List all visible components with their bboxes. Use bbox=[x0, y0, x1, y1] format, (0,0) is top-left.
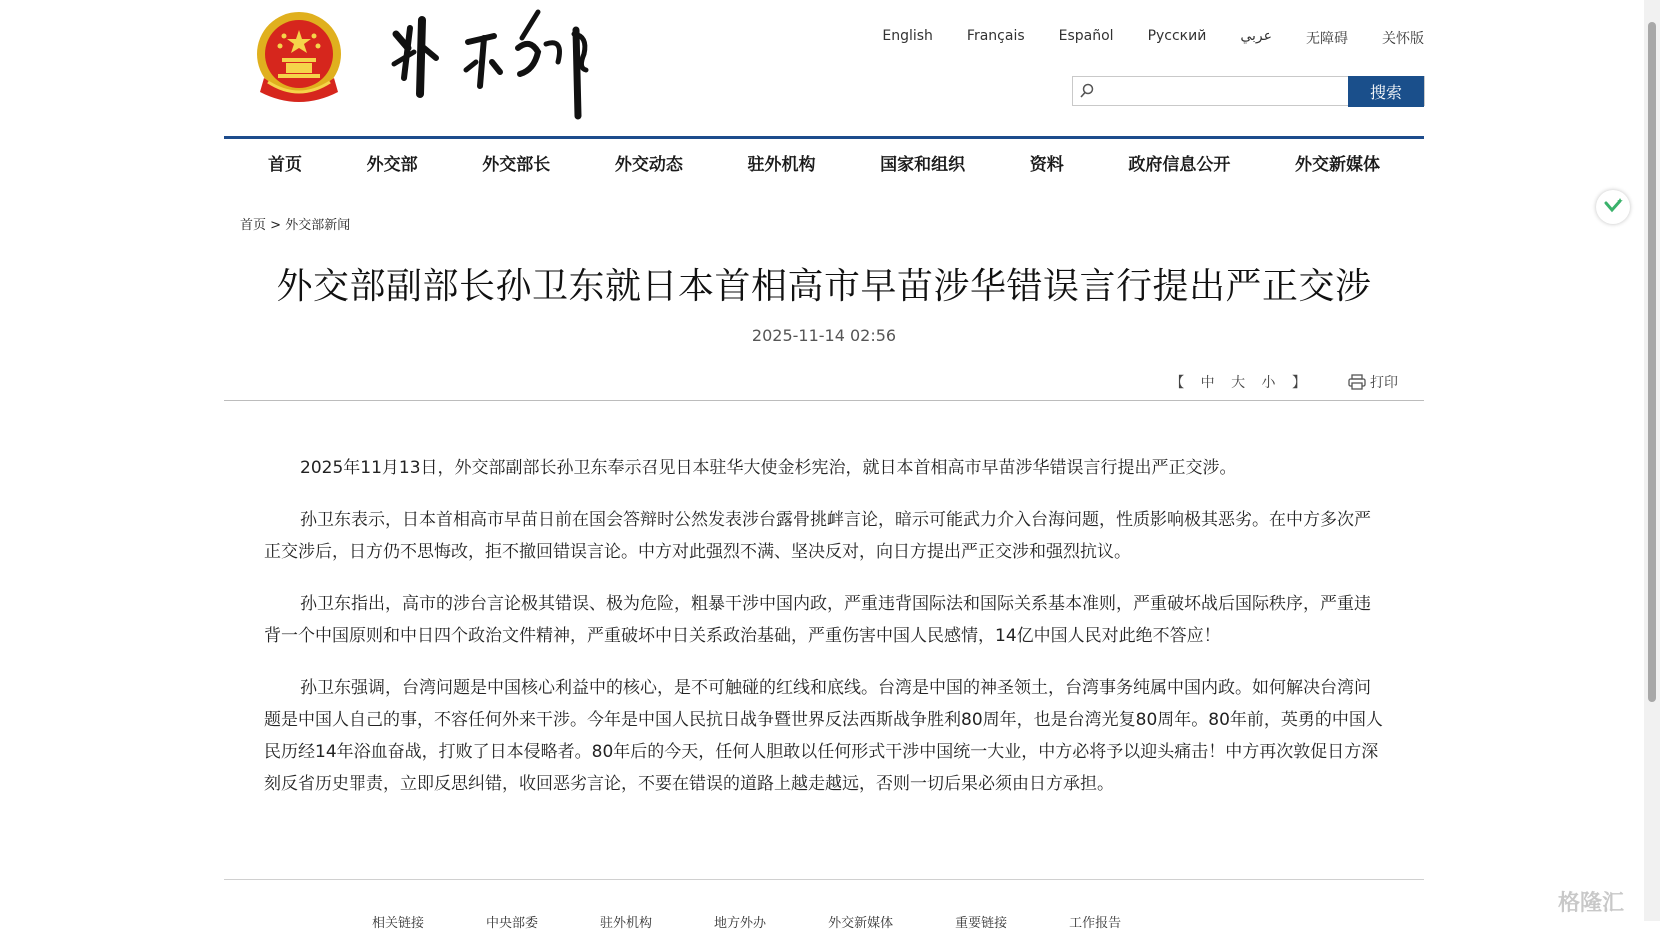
floating-assistant-button[interactable] bbox=[1596, 190, 1630, 224]
article-paragraph: 孙卫东指出，高市的涉台言论极其错误、极为危险，粗暴干涉中国内政，严重违背国际法和国际关系基本准则，严重破坏战后国际秩序，严重违背一个中国原则和中日四个政治文件精神，严重破坏中日关系政治基础，严重伤害中国人民感情，14亿中国人民对此绝不答应！ bbox=[264, 594, 1371, 646]
breadcrumb-separator: > bbox=[270, 218, 282, 233]
lang-french-link[interactable]: Français bbox=[966, 28, 1025, 44]
nav-item-government-information[interactable]: 政府信息公开 bbox=[1128, 155, 1231, 175]
search-icon bbox=[1079, 83, 1095, 99]
font-size-bracket-open: 【 bbox=[1170, 375, 1185, 391]
nav-item-countries-organizations[interactable]: 国家和组织 bbox=[880, 155, 966, 175]
search-button[interactable]: 搜索 bbox=[1348, 76, 1424, 107]
vertical-scrollbar[interactable] bbox=[1644, 0, 1660, 921]
font-size-bracket-close: 】 bbox=[1292, 375, 1306, 391]
footer-link[interactable]: 相关链接 bbox=[372, 916, 425, 931]
language-bar bbox=[882, 28, 1424, 48]
footer-link[interactable]: 工作报告 bbox=[1069, 916, 1122, 931]
nav-divider bbox=[224, 136, 1424, 139]
nav-item-new-media[interactable]: 外交新媒体 bbox=[1295, 155, 1380, 175]
lang-arabic-link[interactable]: عربي bbox=[1240, 28, 1272, 44]
breadcrumb-current-link[interactable]: 外交部新闻 bbox=[285, 218, 351, 233]
footer-link[interactable]: 地方外办 bbox=[714, 916, 767, 931]
care-version-link[interactable]: 关怀版 bbox=[1382, 31, 1424, 47]
article-date: 2025-11-14 02:56 bbox=[751, 326, 897, 345]
search-input[interactable] bbox=[1101, 77, 1355, 107]
footer-link[interactable]: 外交新媒体 bbox=[828, 916, 894, 931]
lang-russian-link[interactable]: Русский bbox=[1147, 28, 1207, 44]
article-paragraph: 孙卫东强调，台湾问题是中国核心利益中的核心，是不可触碰的红线和底线。台湾是中国的神圣领土，台湾事务纯属中国内政。如何解决台湾问题是中国人自己的事，不容任何外来干涉。今年是中国人民抗日战争暨世界反法西斯战争胜利80周年，也是台湾光复80周年。80年前，英勇的中国人民历经14年浴血奋战，打败了日本侵略者。80年后的今天，任何人胆敢以任何形式干涉中国统一大业，中方必将予以迎头痛击！中方再次敦促日方深刻反省历史罪责，立即反思纠错，收回恶劣言论，不要在错误的道路上越走越远，否则一切后果必须由日方承担。 bbox=[264, 678, 1383, 794]
nav-item-missions-abroad[interactable]: 驻外机构 bbox=[747, 155, 816, 175]
print-label: 打印 bbox=[1370, 375, 1398, 391]
accessibility-link[interactable]: 无障碍 bbox=[1306, 31, 1348, 47]
nav-item-diplomatic-news[interactable]: 外交动态 bbox=[614, 155, 683, 175]
main-nav bbox=[224, 150, 1424, 180]
footer-link[interactable]: 中央部委 bbox=[486, 916, 539, 931]
lang-spanish-link[interactable]: Español bbox=[1058, 28, 1114, 44]
font-size-large-button[interactable]: 大 bbox=[1231, 375, 1246, 391]
ministry-calligraphy-logo[interactable] bbox=[388, 8, 618, 124]
footer-links bbox=[372, 912, 1121, 931]
font-size-controls bbox=[1164, 372, 1312, 392]
national-emblem-logo[interactable] bbox=[254, 8, 344, 108]
nav-item-ministry[interactable]: 外交部 bbox=[366, 155, 418, 175]
footer-link[interactable]: 重要链接 bbox=[955, 916, 1008, 931]
article-paragraph: 2025年11月13日，外交部副部长孙卫东奉示召见日本驻华大使金杉宪治，就日本首相高市早苗涉华错误言行提出严正交涉。 bbox=[300, 458, 1237, 478]
nav-item-home[interactable]: 首页 bbox=[268, 155, 302, 175]
title-divider bbox=[224, 400, 1424, 401]
nav-item-minister[interactable]: 外交部长 bbox=[482, 155, 551, 175]
printer-icon bbox=[1348, 374, 1366, 390]
breadcrumb bbox=[240, 214, 350, 233]
article-body bbox=[264, 452, 1386, 820]
article-paragraph: 孙卫东表示，日本首相高市早苗日前在国会答辩时公然发表涉台露骨挑衅言论，暗示可能武力介入台海问题，性质影响极其恶劣。在中方多次严正交涉后，日方仍不思悔改，拒不撤回错误言论。中方对此强烈不满、坚决反对，向日方提出严正交涉和强烈抗议。 bbox=[264, 510, 1371, 562]
assistant-icon bbox=[1602, 196, 1624, 218]
lang-english-link[interactable]: English bbox=[882, 28, 933, 44]
article-title: 外交部副部长孙卫东就日本首相高市早苗涉华错误言行提出严正交涉 bbox=[276, 266, 1372, 307]
scrollbar-thumb[interactable] bbox=[1648, 22, 1656, 702]
font-size-small-button[interactable]: 小 bbox=[1261, 375, 1276, 391]
breadcrumb-home-link[interactable]: 首页 bbox=[240, 218, 267, 233]
footer-link[interactable]: 驻外机构 bbox=[600, 916, 653, 931]
article-tools bbox=[1164, 372, 1398, 392]
font-size-medium-button[interactable]: 中 bbox=[1200, 375, 1215, 391]
nav-item-resources[interactable]: 资料 bbox=[1029, 155, 1064, 175]
watermark-logo: 格隆汇 bbox=[1558, 891, 1625, 916]
print-button[interactable] bbox=[1348, 372, 1398, 392]
footer-divider bbox=[224, 879, 1424, 880]
